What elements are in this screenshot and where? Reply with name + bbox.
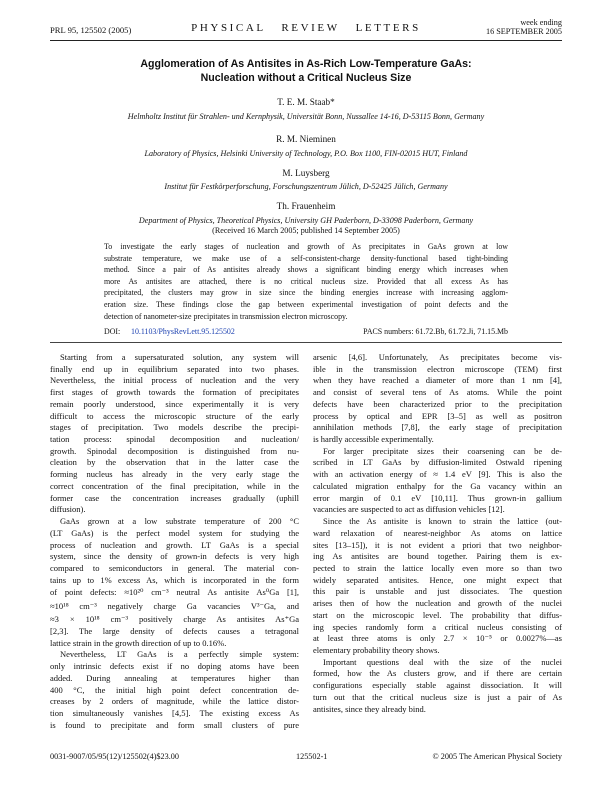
text-line: For larger precipitate sizes their coarsening can be de- (323, 445, 562, 456)
abstract-line: method. Since a pair of As antisites already shows a significant binding energy which increases when (104, 265, 508, 275)
text-line: vacancies are suspected to act as diffusion vehicles [12]. (313, 504, 505, 515)
text-line: Starting from a supersaturated solution, any system will (60, 352, 299, 362)
author-affiliation: Helmholtz Institut für Strahlen- und Kernphysik, Universität Bonn, Nussallee 14-16, D-53115 Bonn, Germany (127, 112, 485, 121)
page-number: 125502-1 (296, 752, 328, 761)
abstract-line: eration size. These findings close the gap between experimental investigation of point defects and the (104, 299, 508, 309)
text-line: finally end up in equilibrium separated into two phases. (50, 363, 299, 374)
title-line-1: Agglomeration of As Antisites in As-Rich Low-Temperature GaAs: (140, 58, 472, 70)
text-line: formed, how the As clusters grow, and if there are certain (313, 668, 562, 679)
author-name: T. E. M. Staab* (277, 97, 335, 107)
text-line: process of nucleation and growth. LT GaAs is a special (50, 539, 299, 550)
author-name: Th. Frauenheim (276, 201, 336, 211)
author-affiliation: Laboratory of Physics, Helsinki University of Technology, P.O. Box 1100, FIN-02015 HUT, Finland (144, 149, 468, 158)
text-line: Nevertheless, the initial process of nucleation and the very (50, 375, 299, 386)
text-line: at least three atoms is only 2.7 × 10⁻⁵ or 0.0027%—as (313, 633, 562, 644)
text-line: error margin of 0.1 eV [10,11]. Thus grown-in gallium (313, 492, 562, 503)
text-line: Since the As antisite is known to strain the lattice (out- (323, 516, 562, 527)
week-ending-label: week ending (520, 18, 562, 27)
doi-link[interactable]: 10.1103/PhysRevLett.95.125502 (131, 327, 235, 336)
text-line: with an activation energy of ≈ 1.4 eV [9]. This is also the (313, 469, 562, 480)
text-line: tion simultaneously vanishes [4,5]. The existing excess As (50, 707, 299, 718)
abstract (104, 241, 508, 322)
abstract-line: more As antisites are attached, there is no critical nucleus size. Provided that all excess As has (104, 276, 508, 286)
text-line: ward relaxation of nearest-neighbor As atoms on lattice (313, 527, 562, 538)
text-line: ible in the transmission electron microscope (TEM) first (313, 363, 562, 374)
text-line: only intrinsic defects exist if no doping atoms have been (50, 661, 299, 672)
text-line: elementary probability theory shows. (313, 644, 440, 655)
abstract-divider (50, 342, 562, 343)
text-line: this pair is unstable and just dissociates. The question (313, 586, 562, 597)
text-line: ing As antisites are bound together. Pairing them is ex- (313, 551, 562, 562)
text-line: ing species randomly form a critical nucleus consisting of (313, 621, 562, 632)
text-line: of point defects: ≈10²⁰ cm⁻³ neutral As antisite As⁰Ga [1], (50, 587, 299, 598)
author-name: R. M. Nieminen (276, 134, 336, 144)
text-line: Nevertheless, LT GaAs is a perfectly simple system: (60, 649, 299, 660)
text-line: cleation by the observation that in the latter case the (50, 457, 299, 468)
copyright-notice: © 2005 The American Physical Society (432, 752, 562, 761)
text-line: configurations especially stable against dissociation. It will (313, 680, 562, 691)
text-line: arsenic [4,6]. Unfortunately, As precipitates become vis- (313, 352, 562, 362)
text-line: and consist of several tens of As atoms. While the point (313, 387, 562, 398)
text-line: added. During annealing at temperatures higher than (50, 672, 299, 683)
text-line: correct concentration of the final precipitation, while in the (50, 480, 299, 491)
pacs-numbers: PACS numbers: 61.72.Bb, 61.72.Ji, 71.15.Mb (363, 327, 508, 336)
text-line: ≈3 × 10¹⁸ cm⁻³ positively charge As antisites As⁺Ga (50, 613, 299, 624)
running-header (50, 18, 562, 40)
paper-title (80, 57, 532, 85)
text-line: process by optical and EPR [3–5] as well as positron (313, 410, 562, 421)
author-name: M. Luysberg (282, 168, 330, 178)
right-text-column (313, 352, 562, 715)
text-line: system, since the density of grown-in defects is very high (50, 551, 299, 562)
text-line: pected to strain the lattice locally even more so than two (313, 562, 562, 573)
text-line: annihilation methods [7,8], the early stage of precipitation (313, 422, 562, 433)
text-line: Important questions deal with the size of the nuclei (323, 656, 562, 667)
text-line: ≈10¹⁸ cm⁻³ negatively charge Ga vacancies V³⁻Ga, and (50, 600, 299, 611)
journal-reference: PRL 95, 125502 (2005) (50, 25, 132, 35)
text-line: former case the concentration increases gradually (uphill (50, 492, 299, 503)
issue-date: 16 SEPTEMBER 2005 (486, 27, 562, 36)
title-line-2: Nucleation without a Critical Nucleus Size (200, 72, 412, 84)
text-line: [2,3]. The large density of defects causes a tetragonal (50, 625, 299, 636)
text-line: is hardly accessible experimentally. (313, 434, 434, 445)
issn-code: 0031-9007/05/95(12)/125502(4)$23.00 (50, 752, 179, 761)
text-line: forming nucleus has already in the very early stage the (50, 469, 299, 480)
author-affiliation: Department of Physics, Theoretical Physics, University GH Paderborn, D-33098 Paderborn, Germany (138, 216, 474, 225)
text-line: is found to precipitate and form small clusters of pure (50, 719, 299, 730)
text-line: remain poorly understood, since experimentally it is very (50, 398, 299, 409)
text-line: compared to semiconductors in general. The material con- (50, 562, 299, 573)
text-line: arises then of how the nucleation and growth of the nuclei (313, 598, 562, 609)
text-line: widely separated antisites. Hence, one might expect that (313, 574, 562, 585)
left-text-column (50, 352, 299, 731)
text-line: stages of precipitation. Two models describe the precipi- (50, 422, 299, 433)
author-affiliation: Institut für Festkörperforschung, Forschungszentrum Jülich, D-52425 Jülich, Germany (164, 182, 448, 191)
issue-date-block (486, 18, 562, 36)
abstract-line: substrate temperature, we make use of a self-consistent-charge density-functional based tight-binding (104, 253, 508, 263)
doi-label: DOI: (104, 327, 121, 336)
abstract-line: detection of nanometer-size precipitates in transmission electron microscopy. (104, 311, 348, 321)
text-line: diffusion). (50, 504, 86, 515)
text-line: start on the microscopic level. The probability that diffus- (313, 609, 562, 620)
text-line: tains up to 1% excess As, which is incorporated in the form (50, 574, 299, 585)
text-line: turn out that the critical nucleus size is just a pair of As (313, 691, 562, 702)
text-line: scribed in LT GaAs by diffusion-limited Ostwald ripening (313, 457, 562, 468)
text-line: 400 °C, the initial high point defect concentration de- (50, 684, 299, 695)
text-line: defects have been characterized prior to the precipitation (313, 398, 562, 409)
text-line: (LT GaAs) is the perfect model system for studying the (50, 527, 299, 538)
text-line: sites [13–15]), it is not evident a priori that two neighbor- (313, 539, 562, 550)
text-line: GaAs grown at a low substrate temperature of 200 °C (60, 516, 299, 527)
abstract-line: precipitated, the clusters may grow in size since the binding energies increase with increasing agglom- (104, 288, 508, 298)
text-line: lattice strain in the growth direction of up to 0.16%. (50, 637, 227, 648)
text-line: first stages of growth towards the formation of precipitates (50, 387, 299, 398)
text-line: tation process: spinodal decomposition and nucleation/ (50, 434, 299, 445)
abstract-line: To investigate the early stages of nucleation and growth of As precipitates in GaAs grown at low (104, 242, 508, 251)
text-line: creases by 2 orders of magnitude, while the lattice distor- (50, 696, 299, 707)
text-line: calculated migration enthalpy for the Ga vacancy within an (313, 480, 562, 491)
text-line: difficult to access the microscopic structure of the early (50, 410, 299, 421)
text-line: antisites, since they already bind. (313, 703, 426, 714)
text-line: when they have reached a diameter of more than 1 nm [4], (313, 375, 562, 386)
received-dates: (Received 16 March 2005; published 14 September 2005) (212, 226, 400, 235)
text-line: growth. Spinodal decomposition is distinguished from nu- (50, 445, 299, 456)
journal-name: PHYSICAL REVIEW LETTERS (191, 22, 421, 34)
header-rule (50, 40, 562, 41)
